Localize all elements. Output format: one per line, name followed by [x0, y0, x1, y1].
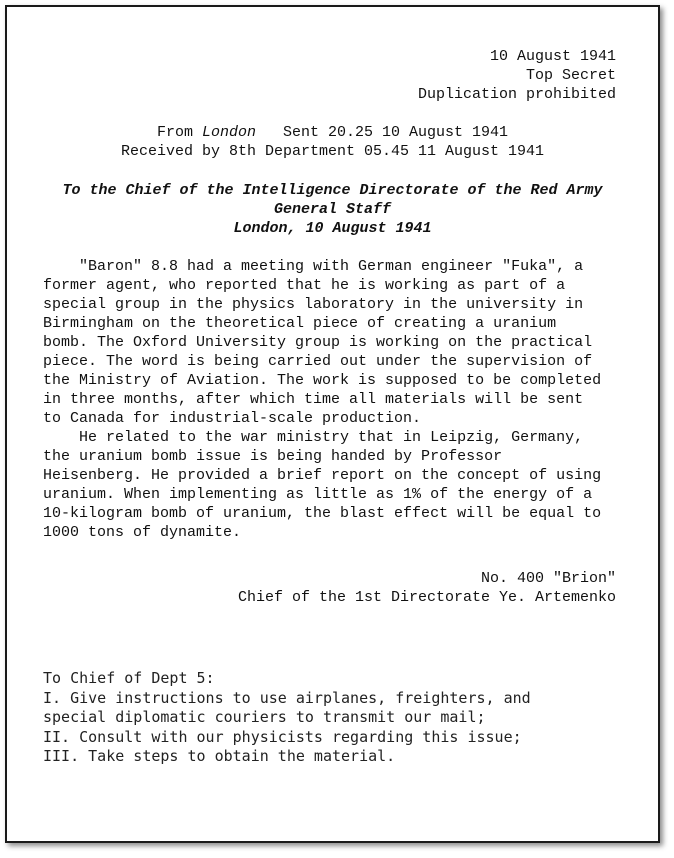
body-line: 1000 tons of dynamite.: [43, 524, 242, 541]
body-line: to Canada for industrial-scale production.: [43, 410, 422, 427]
document-date: 10 August 1941: [489, 48, 616, 65]
classification-label: Top Secret: [525, 67, 616, 84]
body-line: Heisenberg. He provided a brief report on the concept of using: [43, 467, 602, 484]
body-line: former agent, who reported that he is working as part of a: [43, 277, 566, 294]
message-body: [43, 257, 621, 542]
signer-name: Chief of the 1st Directorate Ye. Artemenko: [237, 589, 616, 606]
resolution-instruction: I. Give instructions to use airplanes, freighters, and: [43, 688, 531, 707]
sent-time: Sent 20.25 10 August 1941: [255, 124, 509, 141]
resolution-instruction: II. Consult with our physicists regarding this issue;: [43, 727, 522, 746]
body-line: He related to the war ministry that in Leipzig, Germany,: [43, 429, 584, 446]
sent-line: [7, 123, 658, 142]
body-line: 10-kilogram bomb of uranium, the blast effect will be equal to: [43, 505, 602, 522]
message-number: No. 400 "Brion": [480, 570, 616, 587]
resolution-instruction: special diplomatic couriers to transmit our mail;: [43, 708, 486, 726]
resolution-instruction: III. Take steps to obtain the material.: [43, 747, 396, 765]
body-line: Birmingham on the theoretical piece of creating a uranium: [43, 315, 557, 332]
received-line: Received by 8th Department 05.45 11 August 1941: [120, 143, 545, 160]
resolution-note: [43, 669, 633, 767]
addressee-place-date: London, 10 August 1941: [233, 220, 432, 237]
addressee-line: To the Chief of the Intelligence Directorate of the Red Army: [62, 182, 603, 199]
document-header: [418, 47, 616, 104]
body-line: "Baron" 8.8 had a meeting with German engineer "Fuka", a: [43, 258, 584, 275]
body-line: the uranium bomb issue is being handed by Professor: [43, 448, 503, 465]
body-line: bomb. The Oxford University group is working on the practical: [43, 334, 593, 351]
body-line: in three months, after which time all materials will be sent: [43, 391, 584, 408]
signature-block: [238, 569, 616, 607]
addressee-line: General Staff: [273, 201, 392, 218]
from-prefix: From: [156, 124, 202, 141]
routing-info: [7, 123, 658, 161]
body-line: special group in the physics laboratory in the university in: [43, 296, 584, 313]
resolution-recipient: To Chief of Dept 5:: [43, 669, 215, 687]
document-page: [5, 5, 660, 843]
addressee-block: [7, 181, 658, 238]
body-line: the Ministry of Aviation. The work is supposed to be completed: [43, 372, 602, 389]
body-line: uranium. When implementing as little as 1% of the energy of a: [43, 486, 593, 503]
body-line: piece. The word is being carried out under the supervision of: [43, 353, 593, 370]
from-city: London: [201, 124, 256, 141]
restriction-label: Duplication prohibited: [417, 86, 616, 103]
